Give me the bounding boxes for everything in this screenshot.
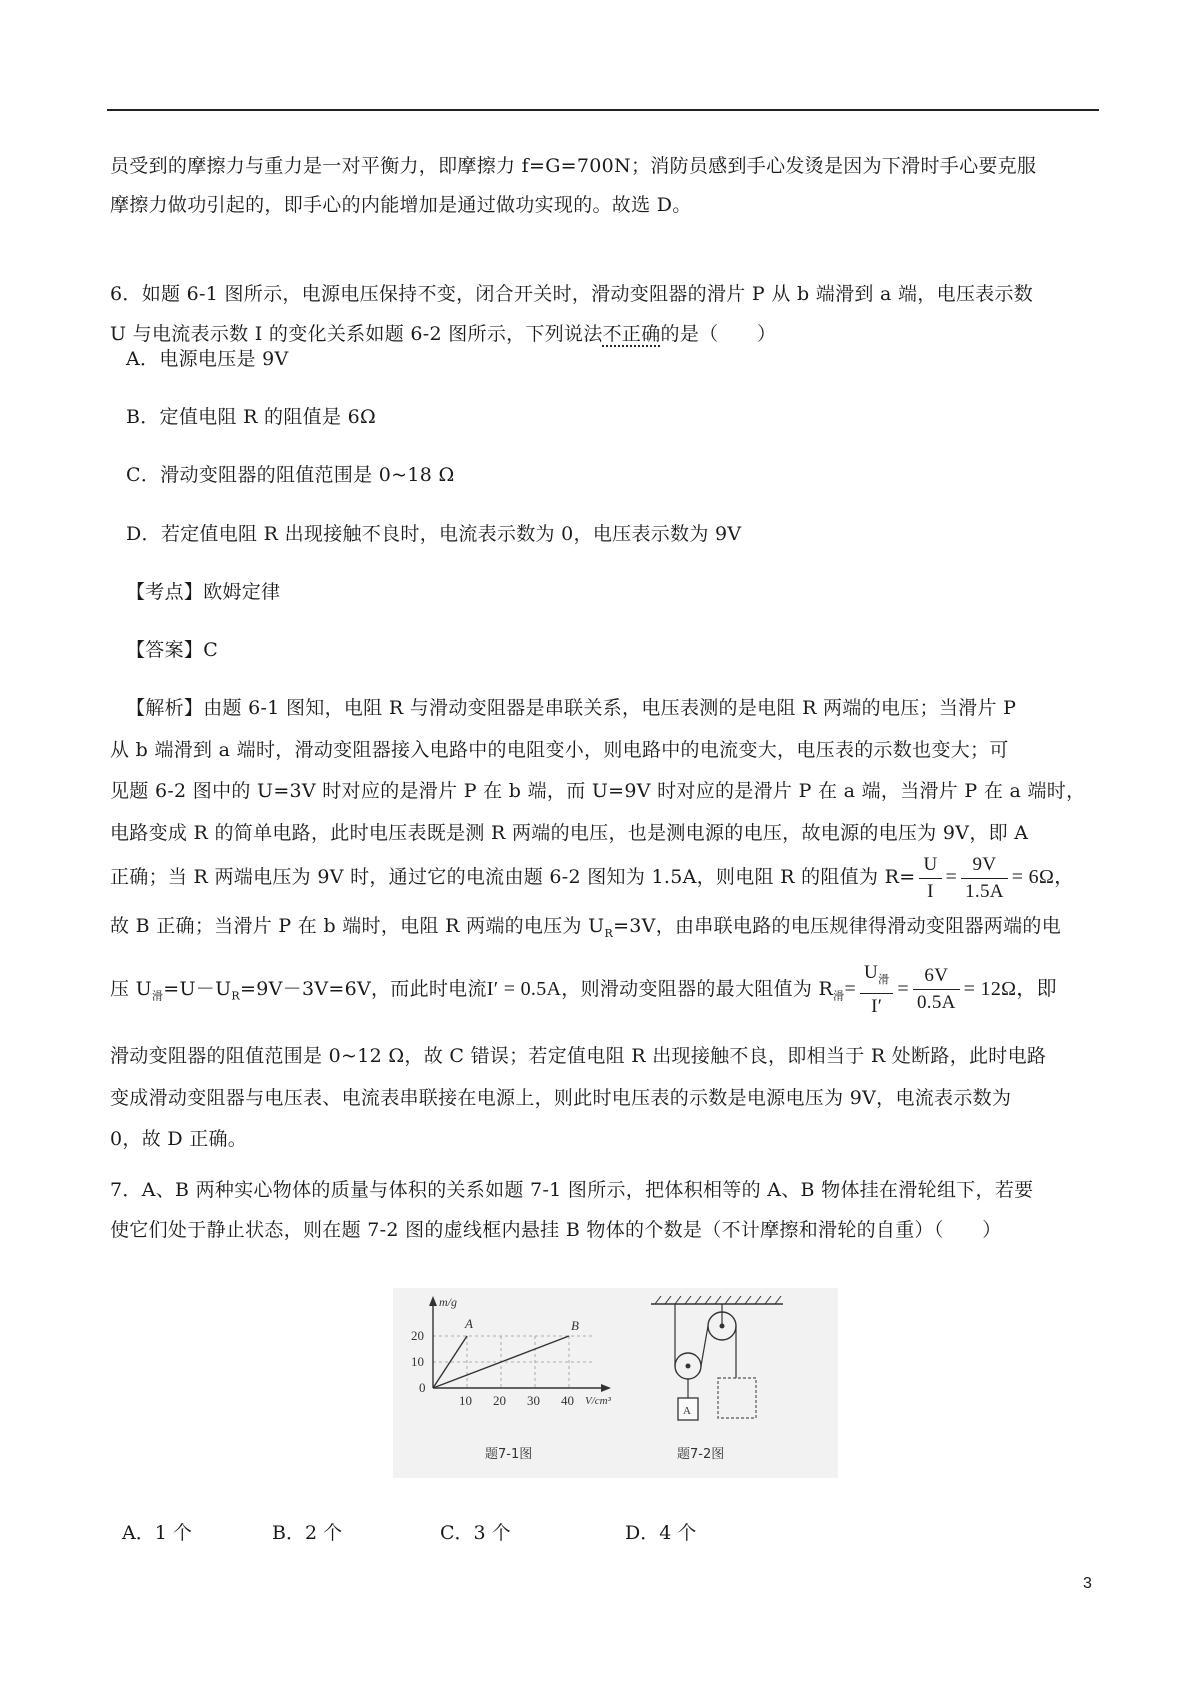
- series-b-label: B: [571, 1318, 579, 1333]
- movable-pulley-axle: [686, 1364, 691, 1369]
- analysis-line: 电路变成 R 的简单电路，此时电压表既是测 R 两端的电压，也是测电源的电压，故电源的电压为 9V，即 A: [110, 822, 1029, 844]
- y-tick-label: 0: [419, 1380, 426, 1395]
- text-line: 员受到的摩擦力与重力是一对平衡力，即摩擦力 f=G=700N；消防员感到手心发烫是因为下滑时手心要克服: [110, 155, 1037, 177]
- analysis-line: 从 b 端滑到 a 端时，滑动变阻器接入电路中的电阻变小，则电路中的电流变大，电压表的示数也变大；可: [110, 739, 1009, 761]
- answer-option-b: B．2 个: [272, 1522, 343, 1544]
- text-line: 摩擦力做功引起的，即手心的内能增加是通过做功实现的。故选 D。: [110, 194, 692, 216]
- x-axis-label: V/cm³: [585, 1395, 611, 1407]
- figure-caption: 题7-1图: [485, 1447, 533, 1462]
- emphasis-text: 不正确: [602, 323, 661, 345]
- analysis-line: 见题 6-2 图中的 U=3V 时对应的是滑片 P 在 b 端，而 U=9V 时对应的是滑片 P 在 a 端，当滑片 P 在 a 端时，: [110, 780, 1086, 802]
- y-axis-label: m/g: [439, 1295, 457, 1309]
- mass-volume-chart: [411, 1295, 612, 1462]
- rope: [701, 1326, 708, 1366]
- question-7-line1: 7．A、B 两种实心物体的质量与体积的关系如题 7-1 图所示，把体积相等的 A、B 物体挂在滑轮组下，若要: [110, 1179, 1034, 1201]
- question-6-line2: U 与电流表示数 I 的变化关系如题 6-2 图所示，下列说法不正确的是（ ）: [110, 323, 777, 345]
- answer-option-c: C．3 个: [440, 1522, 511, 1544]
- answer: 【答案】C: [126, 639, 219, 661]
- x-tick-label: 30: [527, 1393, 540, 1408]
- ceiling-hatch: [655, 1296, 781, 1304]
- figure-caption: 题7-2图: [677, 1447, 725, 1462]
- option-a: A．电源电压是 9V: [126, 348, 289, 370]
- header-rule: [107, 109, 1099, 111]
- analysis-line: 【解析】由题 6-1 图知，电阻 R 与滑动变阻器是串联关系，电压表测的是电阻 R 两端的电压；当滑片 P: [126, 697, 1017, 719]
- analysis-line-formula1: 正确；当 R 两端电压为 9V 时，通过它的电流由题 6-2 图知为 1.5A，则电阻 R 的阻值为 R= $\frac{U}{I}$ = $\frac{9V}{1.5A}$ = 6Ω，: [110, 849, 1074, 905]
- x-tick-label: 40: [561, 1393, 574, 1408]
- answer-option-a: A．1 个: [122, 1522, 192, 1544]
- series-a-label: A: [465, 1316, 473, 1331]
- fraction: $\frac{U_滑}{I'}$: [860, 960, 893, 1020]
- figure-svg: [393, 1288, 838, 1478]
- analysis-line: 故 B 正确；当滑片 P 在 b 端时，电阻 R 两端的电压为 $U_R=3V$，由串联电路的电压规律得滑动变阻器两端的电: [110, 915, 1062, 940]
- fraction: $\frac{U}{I}$: [919, 852, 941, 905]
- kaodian: 【考点】欧姆定律: [126, 581, 281, 603]
- dashed-box: [718, 1378, 756, 1418]
- option-d: D．若定值电阻 R 出现接触不良时，电流表示数为 0，电压表示数为 9V: [126, 523, 742, 545]
- pulley-diagram: [651, 1296, 783, 1462]
- fixed-pulley-axle: [720, 1324, 725, 1329]
- question-6-line1: 6．如题 6-1 图所示，电源电压保持不变，闭合开关时，滑动变阻器的滑片 P 从 b 端滑到 a 端，电压表示数: [110, 283, 1034, 305]
- y-tick-label: 10: [411, 1354, 424, 1369]
- series-a-line: [433, 1336, 467, 1388]
- y-tick-label: 20: [411, 1328, 424, 1343]
- page-number: 3: [1083, 1575, 1092, 1592]
- y-axis-arrow: [429, 1296, 437, 1306]
- option-c: C．滑动变阻器的阻值范围是 0~18 Ω: [126, 464, 455, 486]
- x-tick-label: 10: [459, 1393, 472, 1408]
- question-7-line2: 使它们处于静止状态，则在题 7-2 图的虚线框内悬挂 B 物体的个数是（不计摩擦和滑轮的自重）（ ）: [110, 1219, 1002, 1241]
- analysis-line: 变成滑动变阻器与电压表、电流表串联接在电源上，则此时电压表的示数是电源电压为 9V，电流表示数为: [110, 1087, 1012, 1109]
- fraction: $\frac{6V}{0.5A}$: [913, 963, 960, 1016]
- option-b: B．定值电阻 R 的阻值是 6Ω: [126, 406, 377, 428]
- answer-option-d: D．4 个: [625, 1522, 697, 1544]
- x-tick-label: 20: [493, 1393, 506, 1408]
- fraction: $\frac{9V}{1.5A}$: [961, 852, 1008, 905]
- analysis-line: 0，故 D 正确。: [110, 1128, 248, 1150]
- weight-a-label: A: [683, 1405, 691, 1417]
- analysis-line-formula2: 压 $U_滑=U-U_R=9V-3V=6V$，而此时电流I′ = 0.5A，则滑动变阻器的最大阻值为 $R_滑=$ $\frac{U_滑}{I'}$ = $\frac{6V}{0.5A}$ = 12Ω，即: [110, 960, 1057, 1025]
- question-7-figure: [393, 1288, 838, 1478]
- analysis-line: 滑动变阻器的阻值范围是 0~12 Ω，故 C 错误；若定值电阻 R 出现接触不良，即相当于 R 处断路，此时电路: [110, 1045, 1047, 1067]
- x-axis-arrow: [601, 1384, 611, 1392]
